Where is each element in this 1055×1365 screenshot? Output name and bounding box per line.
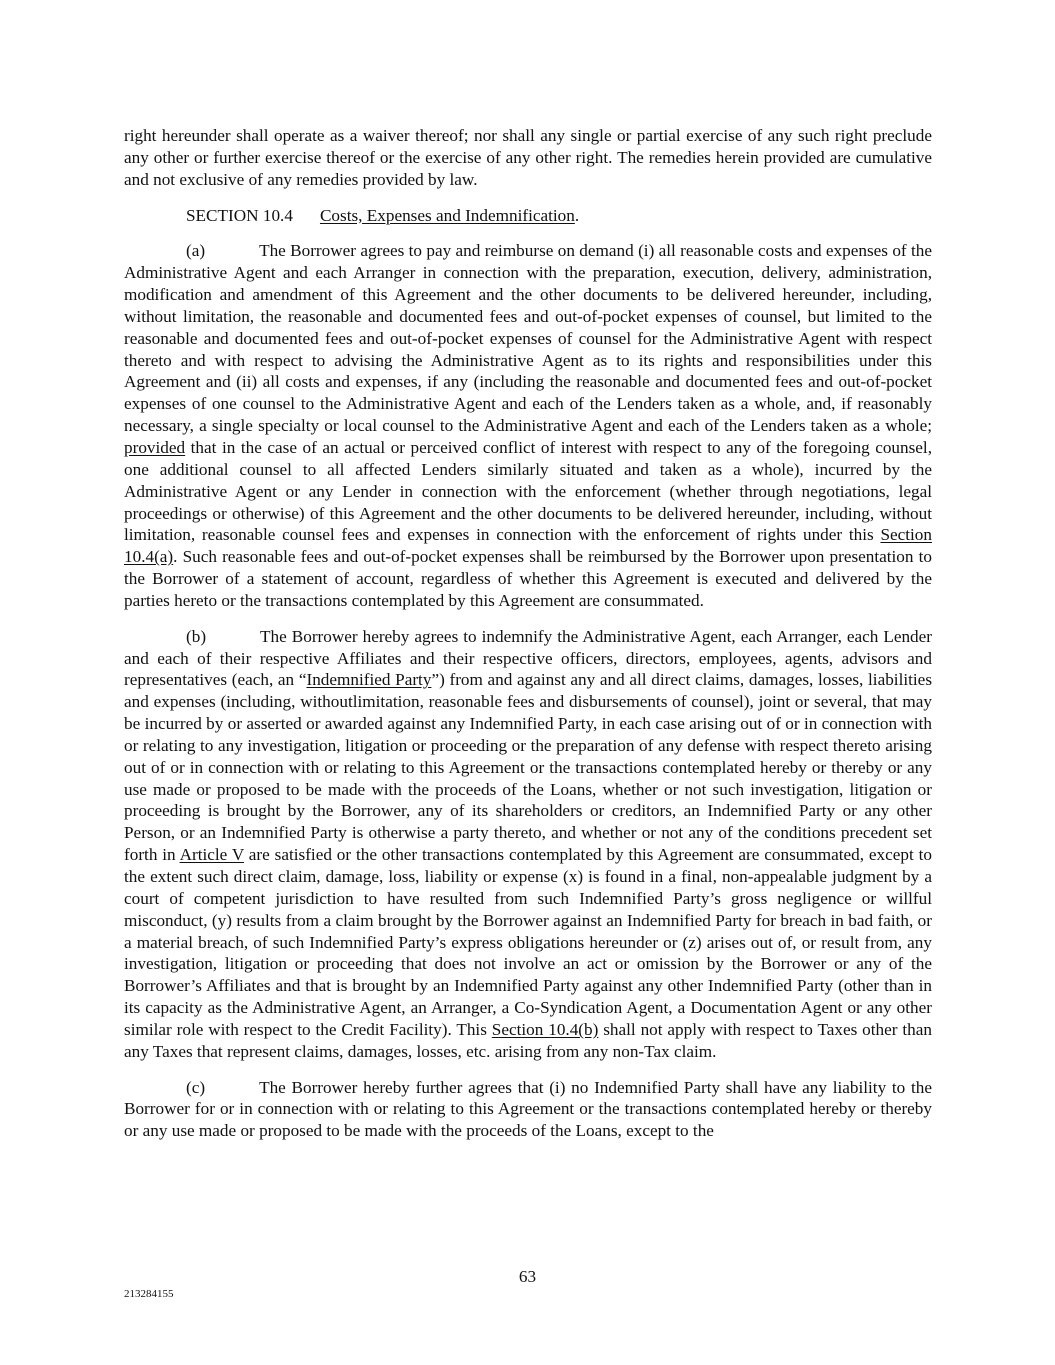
paragraph-c-label: (c) [186,1077,206,1097]
paragraph-a-label: (a) [186,241,206,261]
document-body [124,125,932,1156]
paragraph-c [124,1077,932,1143]
paragraph-c-text: The Borrower hereby further agrees that (i) no Indemnified Party shall have any liability to the Borrower for or in connection with or relating to this Agreement or the transactions contemplated hereby or thereby or any use made or proposed to be made with the proceeds of the Loans, except to the [124,1077,932,1141]
document-id: 213284155 [124,1288,174,1300]
paragraph-b-label: (b) [186,626,207,646]
section-title: Costs, Expenses and Indemnification [319,205,575,225]
paragraph-a-text-3: . Such reasonable fees and out-of-pocket expenses shall be reimbursed by the Borrower upon presentation to the Borrower of a statement of account, regardless of whether this Agreement is executed and delivered by the parties hereto or the transactions contemplated by this Agreement are consummated. [124,547,932,610]
page-number: 63 [518,1267,537,1286]
section-10-4-b-reference: Section 10.4(b) [491,1019,599,1039]
paragraph-b-text-3: are satisfied or the other transactions contemplated by this Agreement are consummated, except to the extent such direct claim, damage, loss, liability or expense (x) is found in a final, non-appealable judgment by a court of competent jurisdiction to have resulted from such Indemnified Party’s gross negligence or willful misconduct, (y) results from a claim brought by the Borrower against an Indemnified Party for breach in bad faith, or a material breach, of such Indemnified Party’s express obligations hereunder or (z) arises out of, or result from, any investigation, litigation or proceeding that does not involve an act or omission by the Borrower or any of the Borrower’s Affiliates and that is brought by an Indemnified Party against any other Indemnified Party (other than in its capacity as the Administrative Agent, an Arranger, a Co-Syndication Agent, a Documentation Agent or any other similar role with respect to the Credit Facility). This [124,845,932,1039]
paragraph-b-text-2: ”) from and against any and all direct claims, damages, losses, liabilities and expenses (including, withoutlimitation, reasonable fees and disbursements of counsel), joint or several, that may be incurred by or asserted or awarded against any Indemnified Party, in each case arising out of or in connection with or relating to any investigation, litigation or proceeding or the preparation of any defense with respect thereto arising out of or in connection with or relating to this Agreement or the transactions contemplated hereby or thereby or any use made or proposed to be made with the proceeds of the Loans, whether or not such investigation, litigation or proceeding is brought by the Borrower, any of its shareholders or creditors, an Indemnified Party or any other Person, or an Indemnified Party is otherwise a party thereto, and whether or not any of the conditions precedent set forth in [124,670,933,865]
section-number: SECTION 10.4 [186,205,293,225]
indemnified-party-defined-term: Indemnified Party [306,670,432,690]
article-v-reference: Article V [179,845,244,865]
section-heading [124,205,932,227]
paragraph-b-text-4: shall not apply with respect to Taxes other than any Taxes that represent claims, damages, losses, etc. arising from any non-Tax claim. [124,1019,932,1061]
section-title-period: . [574,205,580,225]
provided-term: provided [124,437,186,457]
paragraph-b [124,626,932,1063]
paragraph-a-text-1: The Borrower agrees to pay and reimburse on demand (i) all reasonable costs and expenses of the Administrative Agent and each Arranger in connection with the preparation, execution, delivery, administration, modification and amendment of this Agreement and the other documents to be delivered hereunder, including, without limitation, the reasonable and documented fees and out-of-pocket expenses of counsel, but limited to the reasonable and documented fees and out-of-pocket expenses of counsel for the Administrative Agent with respect thereto and with respect to advising the Administrative Agent as to its rights and responsibilities under this Agreement and (ii) all costs and expenses, if any (including the reasonable and documented fees and out-of-pocket expenses of one counsel to the Administrative Agent and each of the Lenders taken as a whole, and, if reasonably necessary, a single specialty or local counsel to the Administrative Agent and each of the Lenders taken as a whole; [124,241,932,436]
paragraph-a-text-2: that in the case of an actual or perceived conflict of interest with respect to any of the foregoing counsel, one additional counsel to all affected Lenders similarly situated and taken as a whole), incurred by the Administrative Agent or any Lender in connection with the enforcement (whether through negotiations, legal proceedings or otherwise) of this Agreement and the other documents to be delivered hereunder, including, without limitation, reasonable counsel fees and expenses in connection with the enforcement of rights under this [124,437,932,545]
intro-paragraph: right hereunder shall operate as a waiver thereof; nor shall any single or partial exercise of any such right preclude any other or further exercise thereof or the exercise of any other right. The remedies herein provided are cumulative and not exclusive of any remedies provided by law. [124,126,932,189]
paragraph-b-text-1: The Borrower hereby agrees to indemnify the Administrative Agent, each Arranger, each Lender and each of their respective Affiliates and their respective officers, directors, employees, agents, advisors and representatives (each, an “ [124,626,932,690]
paragraph-a [124,240,932,611]
section-10-4-a-reference: Section 10.4(a) [124,525,932,567]
